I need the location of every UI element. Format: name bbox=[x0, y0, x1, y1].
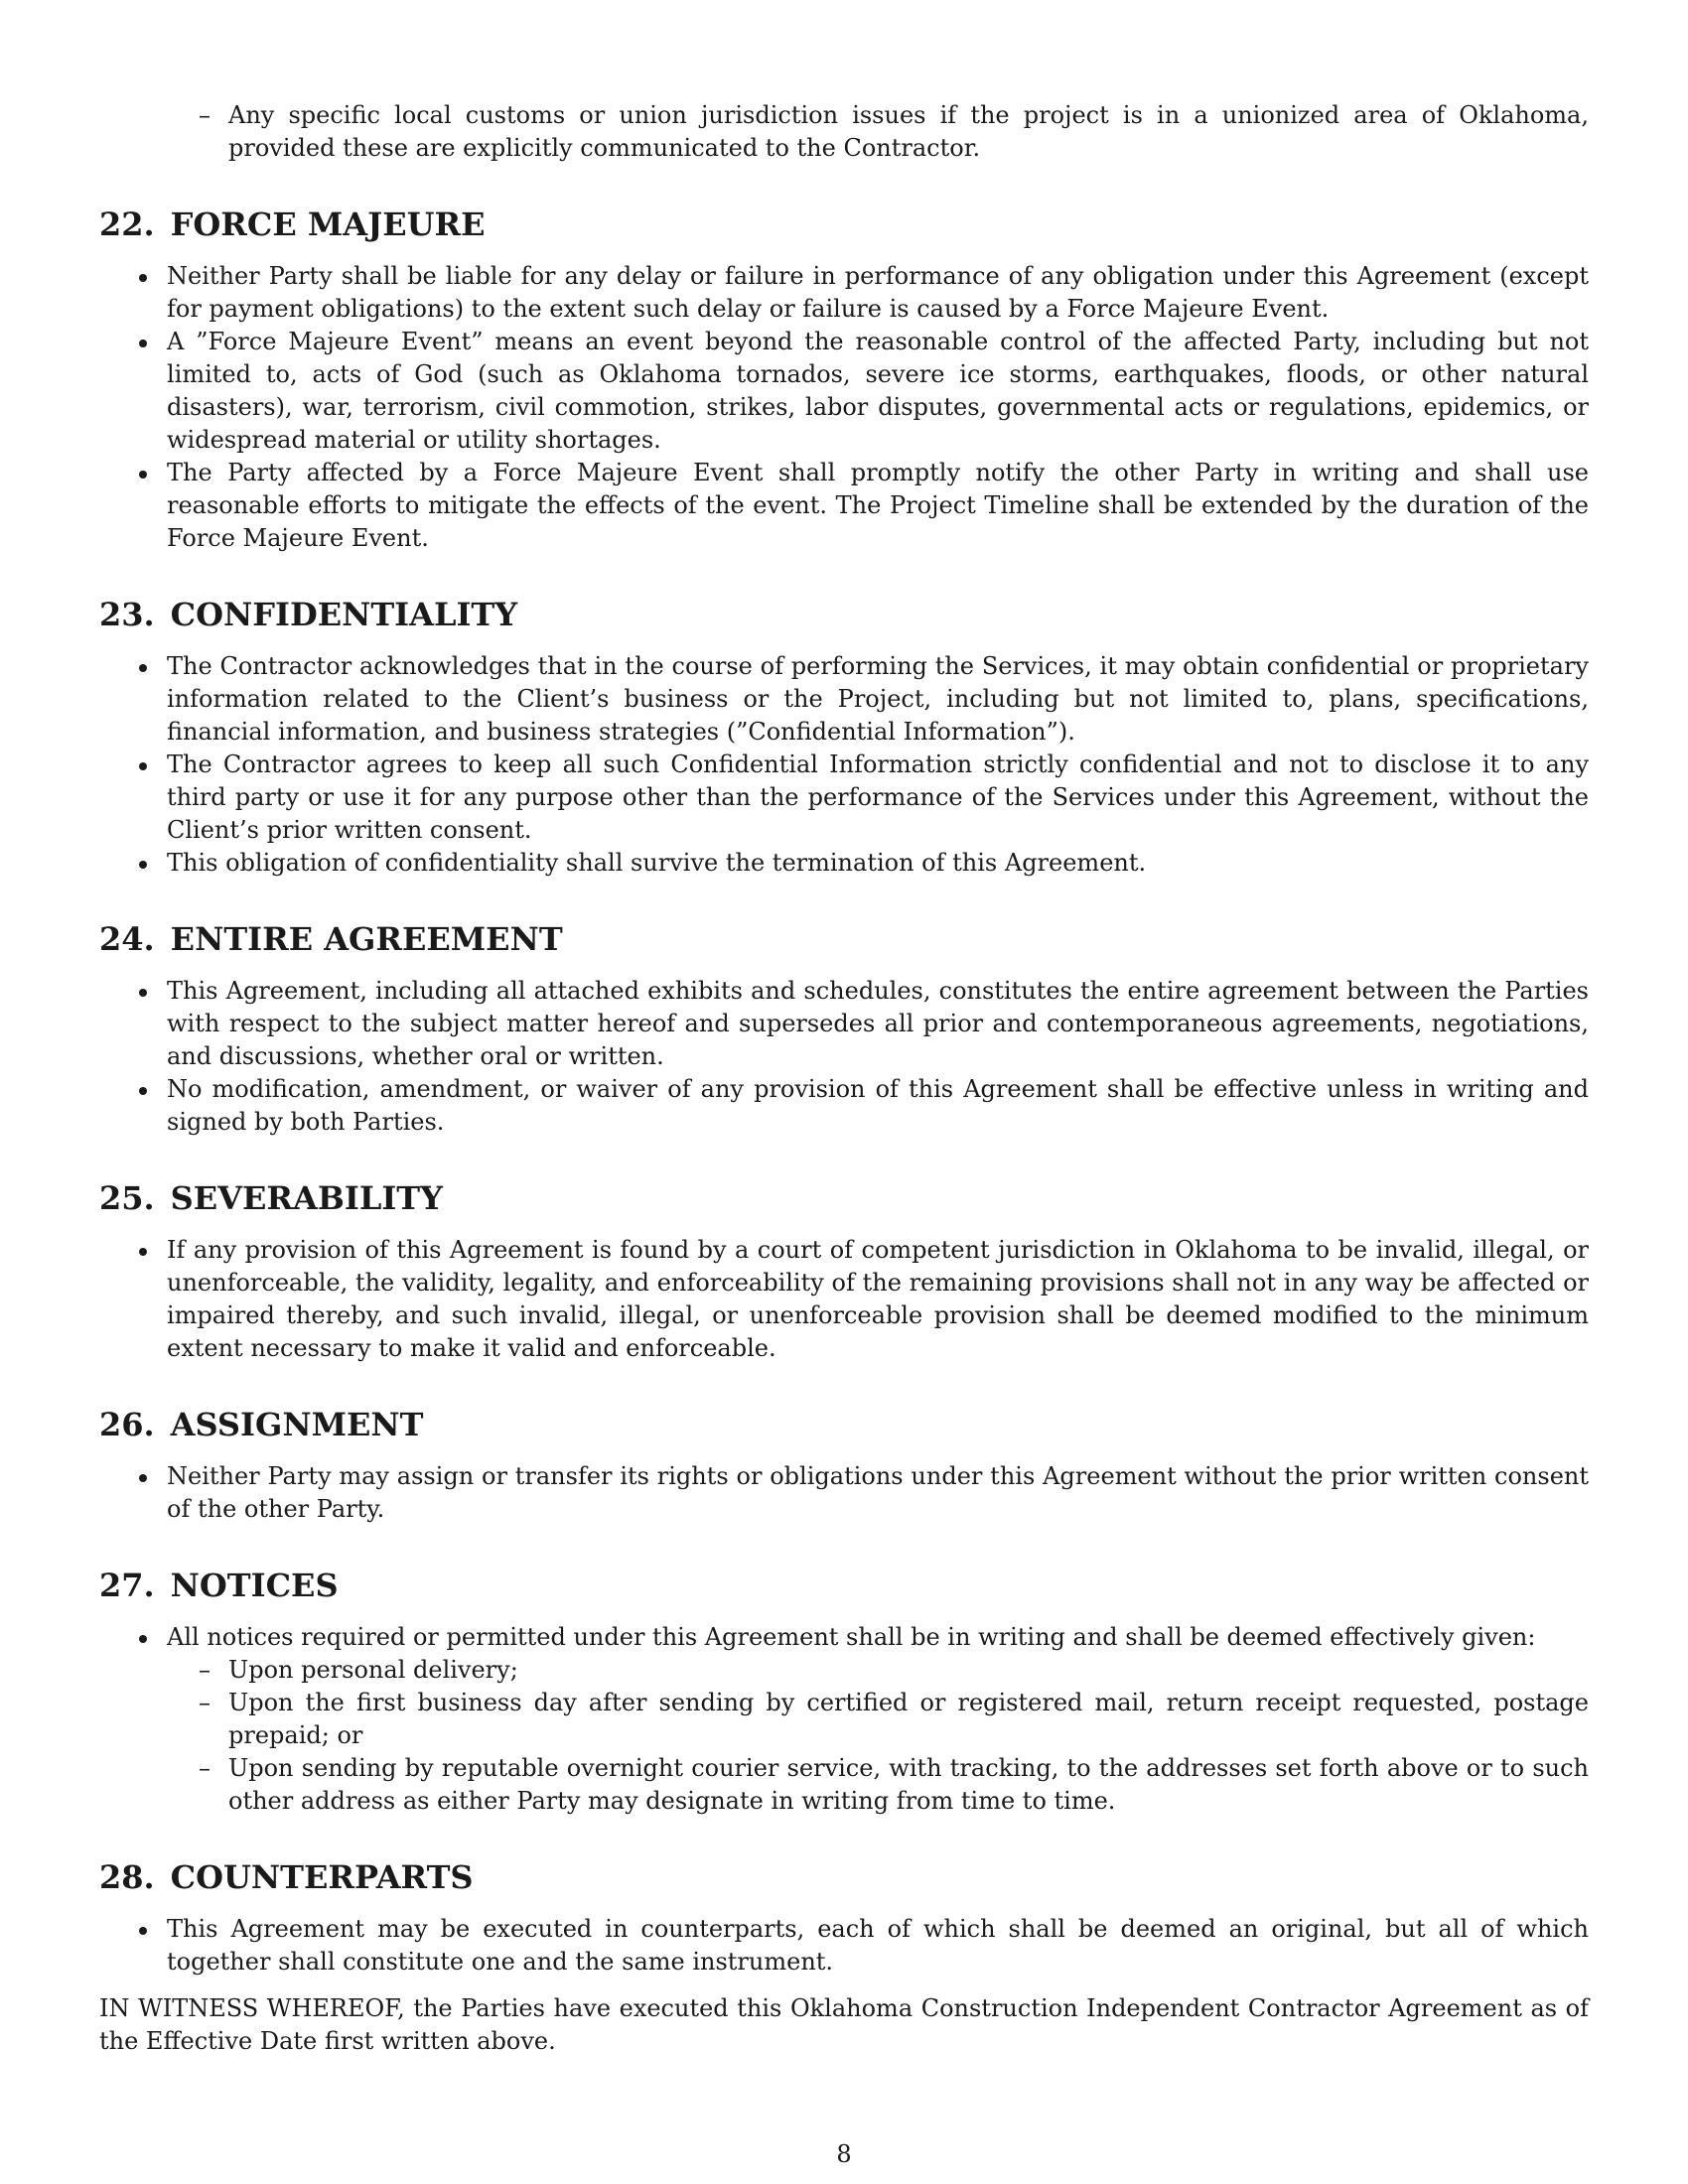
section-title: SEVERABILITY bbox=[170, 1179, 443, 1217]
continuation-item: – Any specific local customs or union jurisdiction issues if the project is in a unionized area of Oklahoma, provided these are explicitly communicated to the Contractor. bbox=[228, 99, 1589, 165]
list-item: This Agreement may be executed in counterparts, each of which shall be deemed an original, but all of which together shall constitute one and the same instrument. bbox=[167, 1913, 1589, 1979]
section-assignment bbox=[99, 1405, 1589, 1526]
section-title: ENTIRE AGREEMENT bbox=[170, 920, 563, 958]
section-notices bbox=[99, 1566, 1589, 1818]
section-heading bbox=[99, 205, 1589, 244]
sub-list-item: – Upon sending by reputable overnight courier service, with tracking, to the addresses set forth above or to such other address as either Party may designate in writing from time to time. bbox=[228, 1752, 1589, 1818]
list-item: This Agreement, including all attached exhibits and schedules, constitutes the entire agreement between the Parties with respect to the subject matter hereof and supersedes all prior and contemporaneous agreements, negotiations, and discussions, whether oral or written. bbox=[167, 975, 1589, 1073]
section-entire-agreement bbox=[99, 919, 1589, 1139]
section-number: 26. bbox=[99, 1406, 155, 1443]
list-item: The Contractor acknowledges that in the course of performing the Services, it may obtain confidential or proprietary information related to the Client’s business or the Project, including but not limited to, plans, specifications, financial information, and business strategies (”Confidential Information”). bbox=[167, 650, 1589, 749]
bullet-list bbox=[99, 1460, 1589, 1526]
bullet-list bbox=[99, 260, 1589, 555]
section-heading bbox=[99, 1178, 1589, 1218]
section-severability bbox=[99, 1178, 1589, 1365]
section-number: 24. bbox=[99, 920, 155, 958]
bullet-list bbox=[99, 975, 1589, 1139]
bullet-list bbox=[99, 1234, 1589, 1365]
section-force-majeure bbox=[99, 205, 1589, 555]
list-item: If any provision of this Agreement is found by a court of competent jurisdiction in Oklahoma to be invalid, illegal, or unenforceable, the validity, legality, and enforceability of the remaining provisions shall not in any way be affected or impaired thereby, and such invalid, illegal, or unenforceable provision shall be deemed modified to the minimum extent necessary to make it valid and enforceable. bbox=[167, 1234, 1589, 1365]
section-counterparts bbox=[99, 1857, 1589, 1979]
section-title: FORCE MAJEURE bbox=[170, 205, 486, 243]
list-item: A ”Force Majeure Event” means an event beyond the reasonable control of the affected Party, including but not limited to, acts of God (such as Oklahoma tornados, severe ice storms, earthquakes, floods, or other natural disasters), war, terrorism, civil commotion, strikes, labor disputes, governmental acts or regulations, epidemics, or widespread material or utility shortages. bbox=[167, 326, 1589, 457]
bullet-list bbox=[99, 1913, 1589, 1979]
section-heading bbox=[99, 1857, 1589, 1897]
section-heading bbox=[99, 1405, 1589, 1444]
section-number: 22. bbox=[99, 205, 155, 243]
continuation-list bbox=[99, 99, 1589, 165]
list-item: Neither Party shall be liable for any delay or failure in performance of any obligation under this Agreement (except for payment obligations) to the extent such delay or failure is caused by a Force Majeure Event. bbox=[167, 260, 1589, 326]
document-page bbox=[99, 99, 1589, 2082]
list-item: No modification, amendment, or waiver of any provision of this Agreement shall be effective unless in writing and signed by both Parties. bbox=[167, 1073, 1589, 1139]
section-title: CONFIDENTIALITY bbox=[170, 596, 518, 633]
list-item-text: All notices required or permitted under this Agreement shall be in writing and shall be deemed effectively given: bbox=[167, 1623, 1536, 1651]
sub-list bbox=[167, 1654, 1589, 1818]
section-heading bbox=[99, 1566, 1589, 1605]
list-item: The Contractor agrees to keep all such Confidential Information strictly confidential and not to disclose it to any third party or use it for any purpose other than the performance of the Services under this Agreement, without the Client’s prior written consent. bbox=[167, 749, 1589, 847]
section-title: COUNTERPARTS bbox=[170, 1858, 474, 1896]
page-number: 8 bbox=[836, 2140, 852, 2168]
bullet-list bbox=[99, 650, 1589, 880]
section-number: 28. bbox=[99, 1858, 155, 1896]
list-item bbox=[167, 1621, 1589, 1818]
list-item: The Party affected by a Force Majeure Event shall promptly notify the other Party in writing and shall use reasonable efforts to mitigate the effects of the event. The Project Timeline shall be extended by the duration of the Force Majeure Event. bbox=[167, 457, 1589, 555]
sub-list-item: – Upon the first business day after sending by certified or registered mail, return receipt requested, postage prepaid; or bbox=[228, 1687, 1589, 1752]
section-heading bbox=[99, 919, 1589, 959]
section-confidentiality bbox=[99, 595, 1589, 880]
list-item: This obligation of confidentiality shall survive the termination of this Agreement. bbox=[167, 847, 1589, 880]
section-title: ASSIGNMENT bbox=[170, 1406, 424, 1443]
bullet-list bbox=[99, 1621, 1589, 1818]
closing-statement: IN WITNESS WHEREOF, the Parties have executed this Oklahoma Construction Independent Contractor Agreement as of the Effective Date first written above. bbox=[99, 1994, 1589, 2055]
section-number: 25. bbox=[99, 1179, 155, 1217]
list-item: Neither Party may assign or transfer its rights or obligations under this Agreement without the prior written consent of the other Party. bbox=[167, 1460, 1589, 1526]
sub-list-item: – Upon personal delivery; bbox=[228, 1654, 1589, 1687]
section-number: 23. bbox=[99, 596, 155, 633]
section-heading bbox=[99, 595, 1589, 634]
section-title: NOTICES bbox=[170, 1567, 339, 1604]
section-number: 27. bbox=[99, 1567, 155, 1604]
